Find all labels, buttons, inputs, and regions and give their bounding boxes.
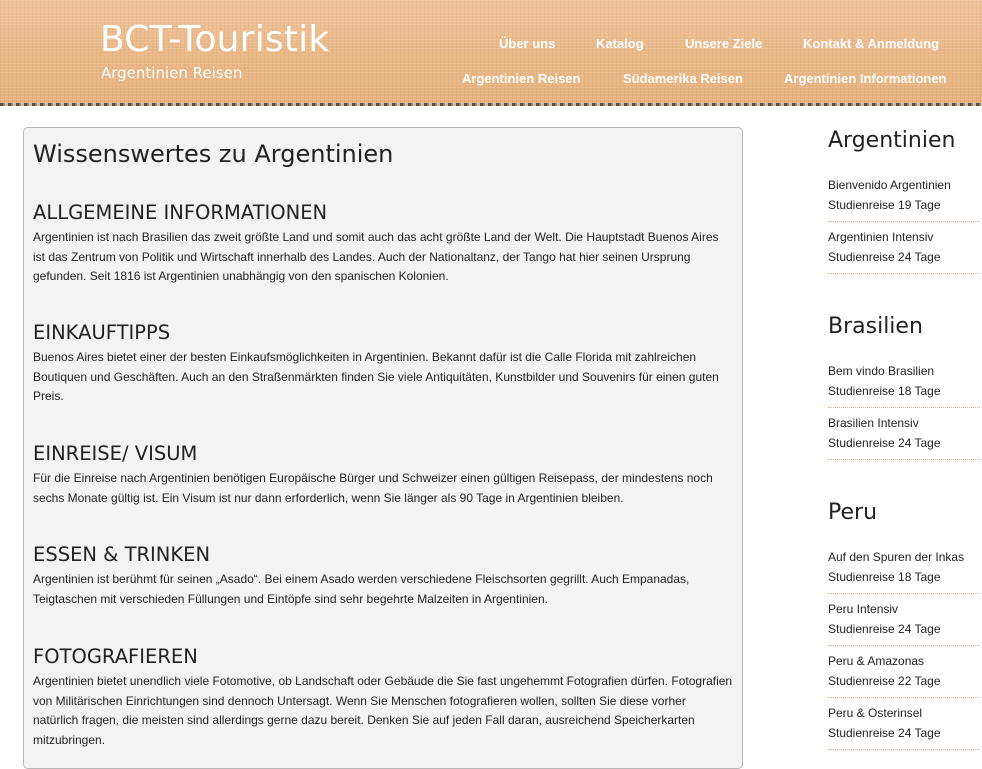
tour-name: Brasilien Intensiv — [828, 416, 919, 430]
nav-kontakt-anmeldung[interactable]: Kontakt & Anmeldung — [803, 36, 940, 51]
site-title[interactable]: BCT-Touristik — [100, 19, 330, 60]
info-section — [33, 644, 733, 750]
sidebar-heading-brasilien: Brasilien — [828, 314, 923, 339]
tour-detail: Studienreise 24 Tage — [828, 725, 941, 740]
tour-detail: Studienreise 18 Tage — [828, 383, 941, 398]
tour-detail: Studienreise 24 Tage — [828, 435, 941, 450]
nav-argentinien-reisen[interactable]: Argentinien Reisen — [462, 71, 581, 86]
sidebar-heading-argentinien: Argentinien — [828, 128, 956, 153]
nav-ueber-uns[interactable]: Über uns — [499, 36, 556, 51]
section-text: Argentinien ist berühmt für seinen „Asado“. Bei einem Asado werden verschiedene Fleischsorten gegrillt. Auch Empanadas, Teigtaschen mit verschieden Füllungen und Eintöpfe sind sehr begehrte Malzeiten in Argentinien. — [33, 572, 690, 606]
tour-link[interactable] — [828, 414, 980, 460]
tour-name: Argentinien Intensiv — [828, 230, 934, 244]
tour-link[interactable] — [828, 176, 980, 222]
section-heading: ESSEN & TRINKEN — [33, 543, 211, 566]
section-text: Argentinien bietet unendlich viele Fotomotive, ob Landschaft oder Gebäude die Sie fast ungehemmt Fotografien dürfen. Fotografien von Militärischen Einrichtungen sind dennoch Untersagt. Wenn Sie Menschen fotografieren wollen, sollten Sie diese vorher natürlich fragen, die meisten sind allerdings gerne dazu bereit. Denken Sie auf jeden Fall daran, ausreichend Speicherkarten mitzubringen. — [33, 674, 733, 747]
info-section — [33, 542, 733, 609]
section-text: Buenos Aires bietet einer der besten Einkaufsmöglichkeiten in Argentinien. Bekannt dafür ist die Calle Florida mit zahlreichen Boutiquen und Geschäften. Auch an den Straßenmärkten finden Sie viele Antiquitäten, Kunstbilder und Souvenirs für einen guten Preis. — [33, 350, 719, 403]
info-section — [33, 320, 733, 407]
info-section — [33, 441, 733, 508]
section-heading: FOTOGRAFIEREN — [33, 645, 198, 668]
header-divider — [0, 103, 982, 106]
tour-link[interactable] — [828, 600, 980, 646]
section-text: Argentinien ist nach Brasilien das zweit größte Land und somit auch das acht größte Land der Welt. Die Hauptstadt Buenos Aires ist das Zentrum von Politik und Wirtschaft innerhalb des Landes. Auch der Nationaltanz, der Tango hat hier seinen Ursprung gefunden. Seit 1816 ist Argentinien unabhängig von den spanischen Kolonien. — [33, 230, 719, 283]
tour-link[interactable] — [828, 652, 980, 698]
section-text: Für die Einreise nach Argentinien benötigen Europäische Bürger und Schweizer einen gültigen Reisepass, der mindestens noch sechs Monate gültig ist. Ein Visum ist nur dann erforderlich, wenn Sie länger als 90 Tage in Argentinien bleiben. — [33, 471, 713, 505]
main-content — [23, 127, 743, 769]
tour-link[interactable] — [828, 704, 980, 750]
tour-detail: Studienreise 19 Tage — [828, 197, 941, 212]
nav-suedamerika-reisen[interactable]: Südamerika Reisen — [623, 71, 743, 86]
nav-katalog[interactable]: Katalog — [596, 36, 644, 51]
tour-detail: Studienreise 24 Tage — [828, 249, 941, 264]
sidebar-heading-peru: Peru — [828, 500, 878, 525]
tour-link[interactable] — [828, 228, 980, 274]
tour-name: Bienvenido Argentinien — [828, 178, 951, 192]
page-title: Wissenswertes zu Argentinien — [33, 140, 394, 168]
tour-name: Peru & Amazonas — [828, 654, 925, 668]
site-header — [0, 0, 982, 103]
tour-name: Bem vindo Brasilien — [828, 364, 935, 378]
tour-detail: Studienreise 22 Tage — [828, 673, 941, 688]
tour-name: Auf den Spuren der Inkas — [828, 550, 965, 564]
tour-name: Peru & Osterinsel — [828, 706, 923, 720]
tour-detail: Studienreise 24 Tage — [828, 621, 941, 636]
section-heading: ALLGEMEINE INFORMATIONEN — [33, 201, 328, 224]
section-heading: EINKAUFTIPPS — [33, 321, 171, 344]
nav-argentinien-informationen[interactable]: Argentinien Informationen — [784, 71, 947, 86]
tour-detail: Studienreise 18 Tage — [828, 569, 941, 584]
tour-name: Peru Intensiv — [828, 602, 899, 616]
site-subtitle: Argentinien Reisen — [101, 64, 243, 82]
tour-link[interactable] — [828, 362, 980, 408]
tour-link[interactable] — [828, 548, 980, 594]
nav-unsere-ziele[interactable]: Unsere Ziele — [685, 36, 763, 51]
info-section — [33, 200, 733, 287]
section-heading: EINREISE/ VISUM — [33, 442, 198, 465]
